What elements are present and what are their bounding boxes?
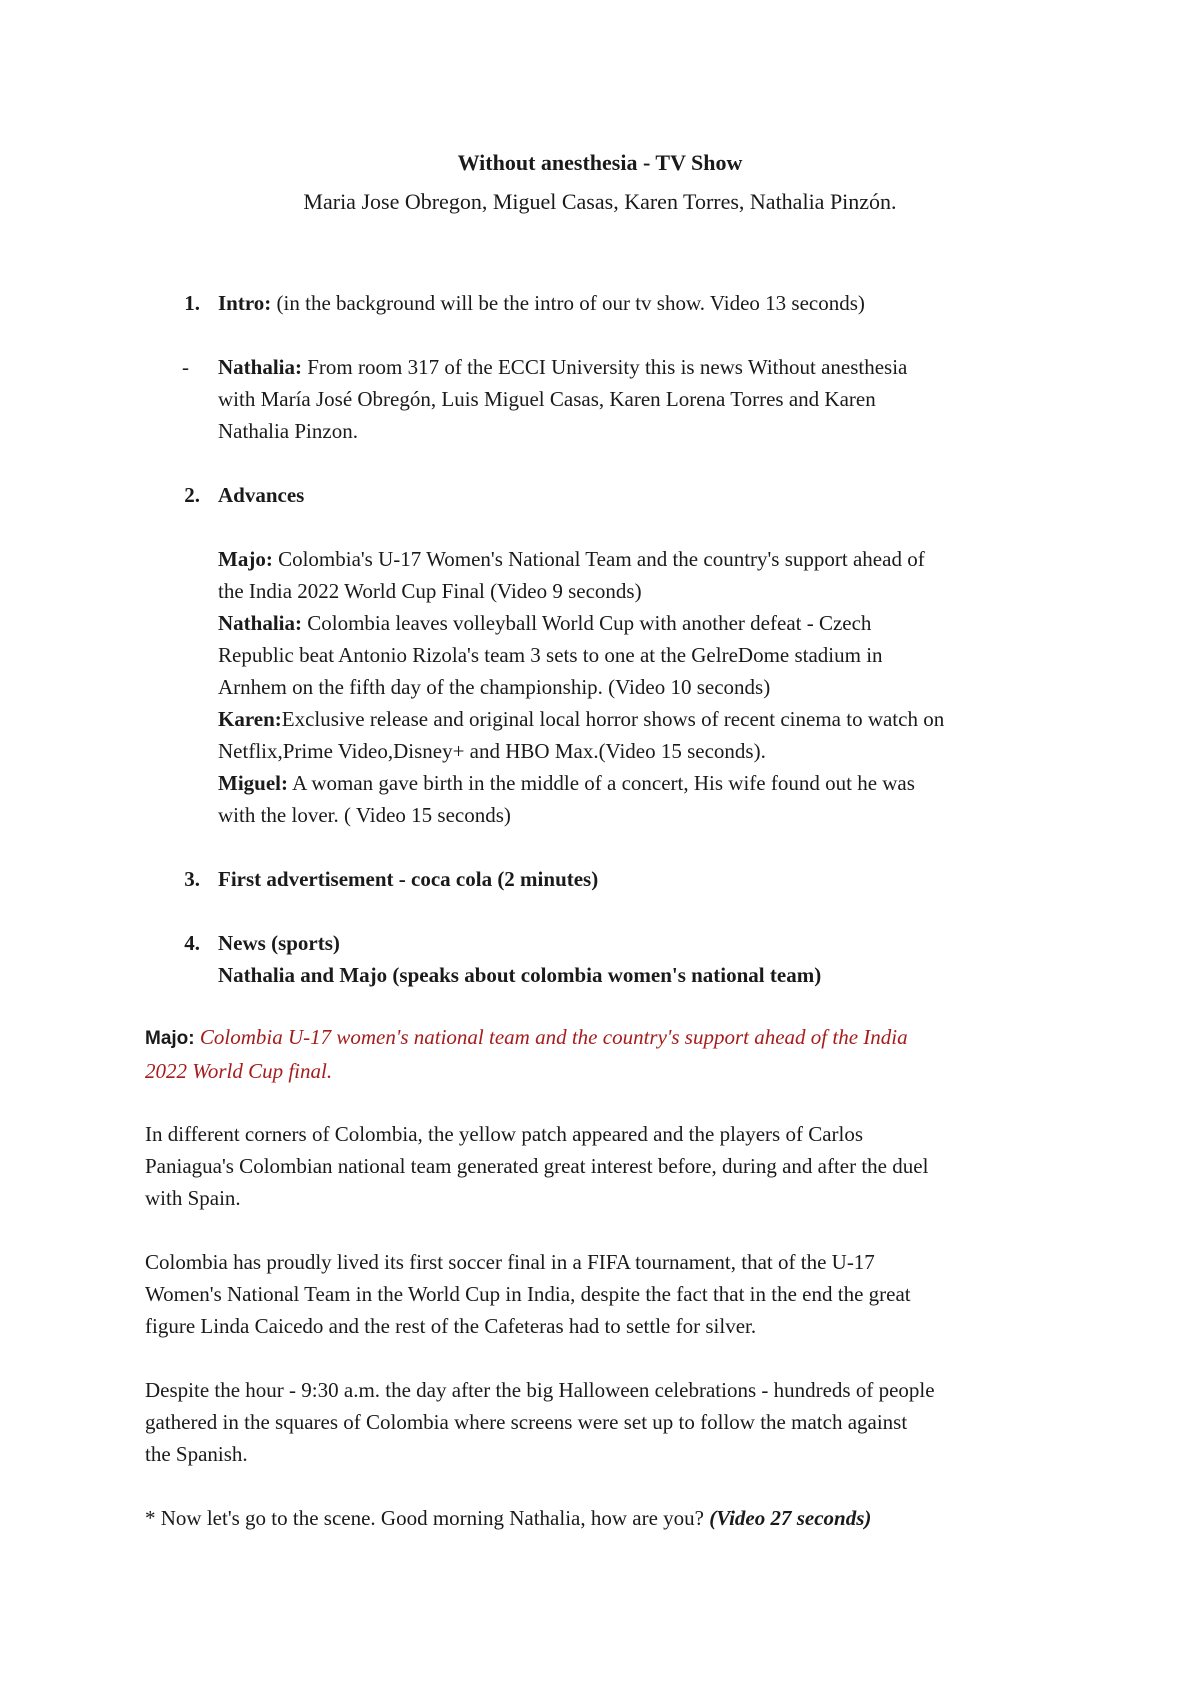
item-number-4: 4. [184,931,200,955]
news-sub: Nathalia and Majo (speaks about colombia women's national team) [218,963,822,987]
dash-bullet: - [182,355,189,379]
advert-item: First advertisement - coca cola (2 minutes) [218,867,599,891]
closing-note: (Video 27 seconds) [709,1506,872,1530]
intro-item [218,287,1088,319]
item-number-2: 2. [184,483,200,507]
nathalia-label: Nathalia: [218,355,302,379]
majo-body-label: Majo: [145,1028,195,1049]
majo-headline: Majo: Colombia U-17 women's national team and the country's support ahead of the India 2022 World Cup final. [145,1025,908,1083]
news-item [218,927,1088,991]
document-authors: Maria Jose Obregon, Miguel Casas, Karen Torres, Nathalia Pinzón. [303,189,897,214]
paragraph-2: Colombia has proudly lived its first soccer final in a FIFA tournament, that of the U-17 Women's National Team in the World Cup in India, despite the fact that in the end the great figure Linda Caicedo and the rest of the Cafeteras had to settle for silver. [145,1250,911,1338]
item-number-1: 1. [184,291,200,315]
majo-label: Majo: [218,547,273,571]
advances-list: Majo: Colombia's U-17 Women's National Team and the country's support ahead of the India 2022 World Cup Final (Video 9 seconds) Nathalia: Colombia leaves volleyball World Cup with another defeat - Czech Republic beat Antonio Rizola's team 3 sets to one at the GelreDome stadium in Arnhem on the fifth day of the championship. (Video 10 seconds) Karen:Exclusive release and original local horror shows of recent cinema to watch on Netflix,Prime Video,Disney+ and HBO Max.(Video 15 seconds). Miguel: A woman gave birth in the middle of a concert, His wife found out he was with the lover. ( Video 15 seconds) [218,547,945,827]
closing-line: * Now let's go to the scene. Good morning Nathalia, how are you? (Video 27 seconds) [145,1506,872,1530]
intro-label: Intro: [218,291,272,315]
paragraph-3: Despite the hour - 9:30 a.m. the day after the big Halloween celebrations - hundreds of people gathered in the squares of Colombia where screens were set up to follow the match against the Spanish. [145,1378,935,1466]
nathalia-intro-line-3: Nathalia Pinzon. [218,419,358,443]
news-label: News (sports) [218,931,340,955]
nathalia-label: Nathalia: [218,611,302,635]
document-title: Without anesthesia - TV Show [457,150,743,175]
intro-text: (in the background will be the intro of our tv show. Video 13 seconds) [271,291,865,315]
advances-heading: Advances [218,483,305,507]
paragraph-1: In different corners of Colombia, the yellow patch appeared and the players of Carlos Paniagua's Colombian national team generated great interest before, during and after the duel with Spain. [145,1122,929,1210]
miguel-label: Miguel: [218,771,288,795]
nathalia-intro [218,351,1088,447]
karen-label: Karen: [218,707,282,731]
nathalia-intro-line-2: with María José Obregón, Luis Miguel Casas, Karen Lorena Torres and Karen [218,387,876,411]
item-number-3: 3. [184,867,200,891]
nathalia-intro-line-1: From room 317 of the ECCI University this is news Without anesthesia [302,355,908,379]
